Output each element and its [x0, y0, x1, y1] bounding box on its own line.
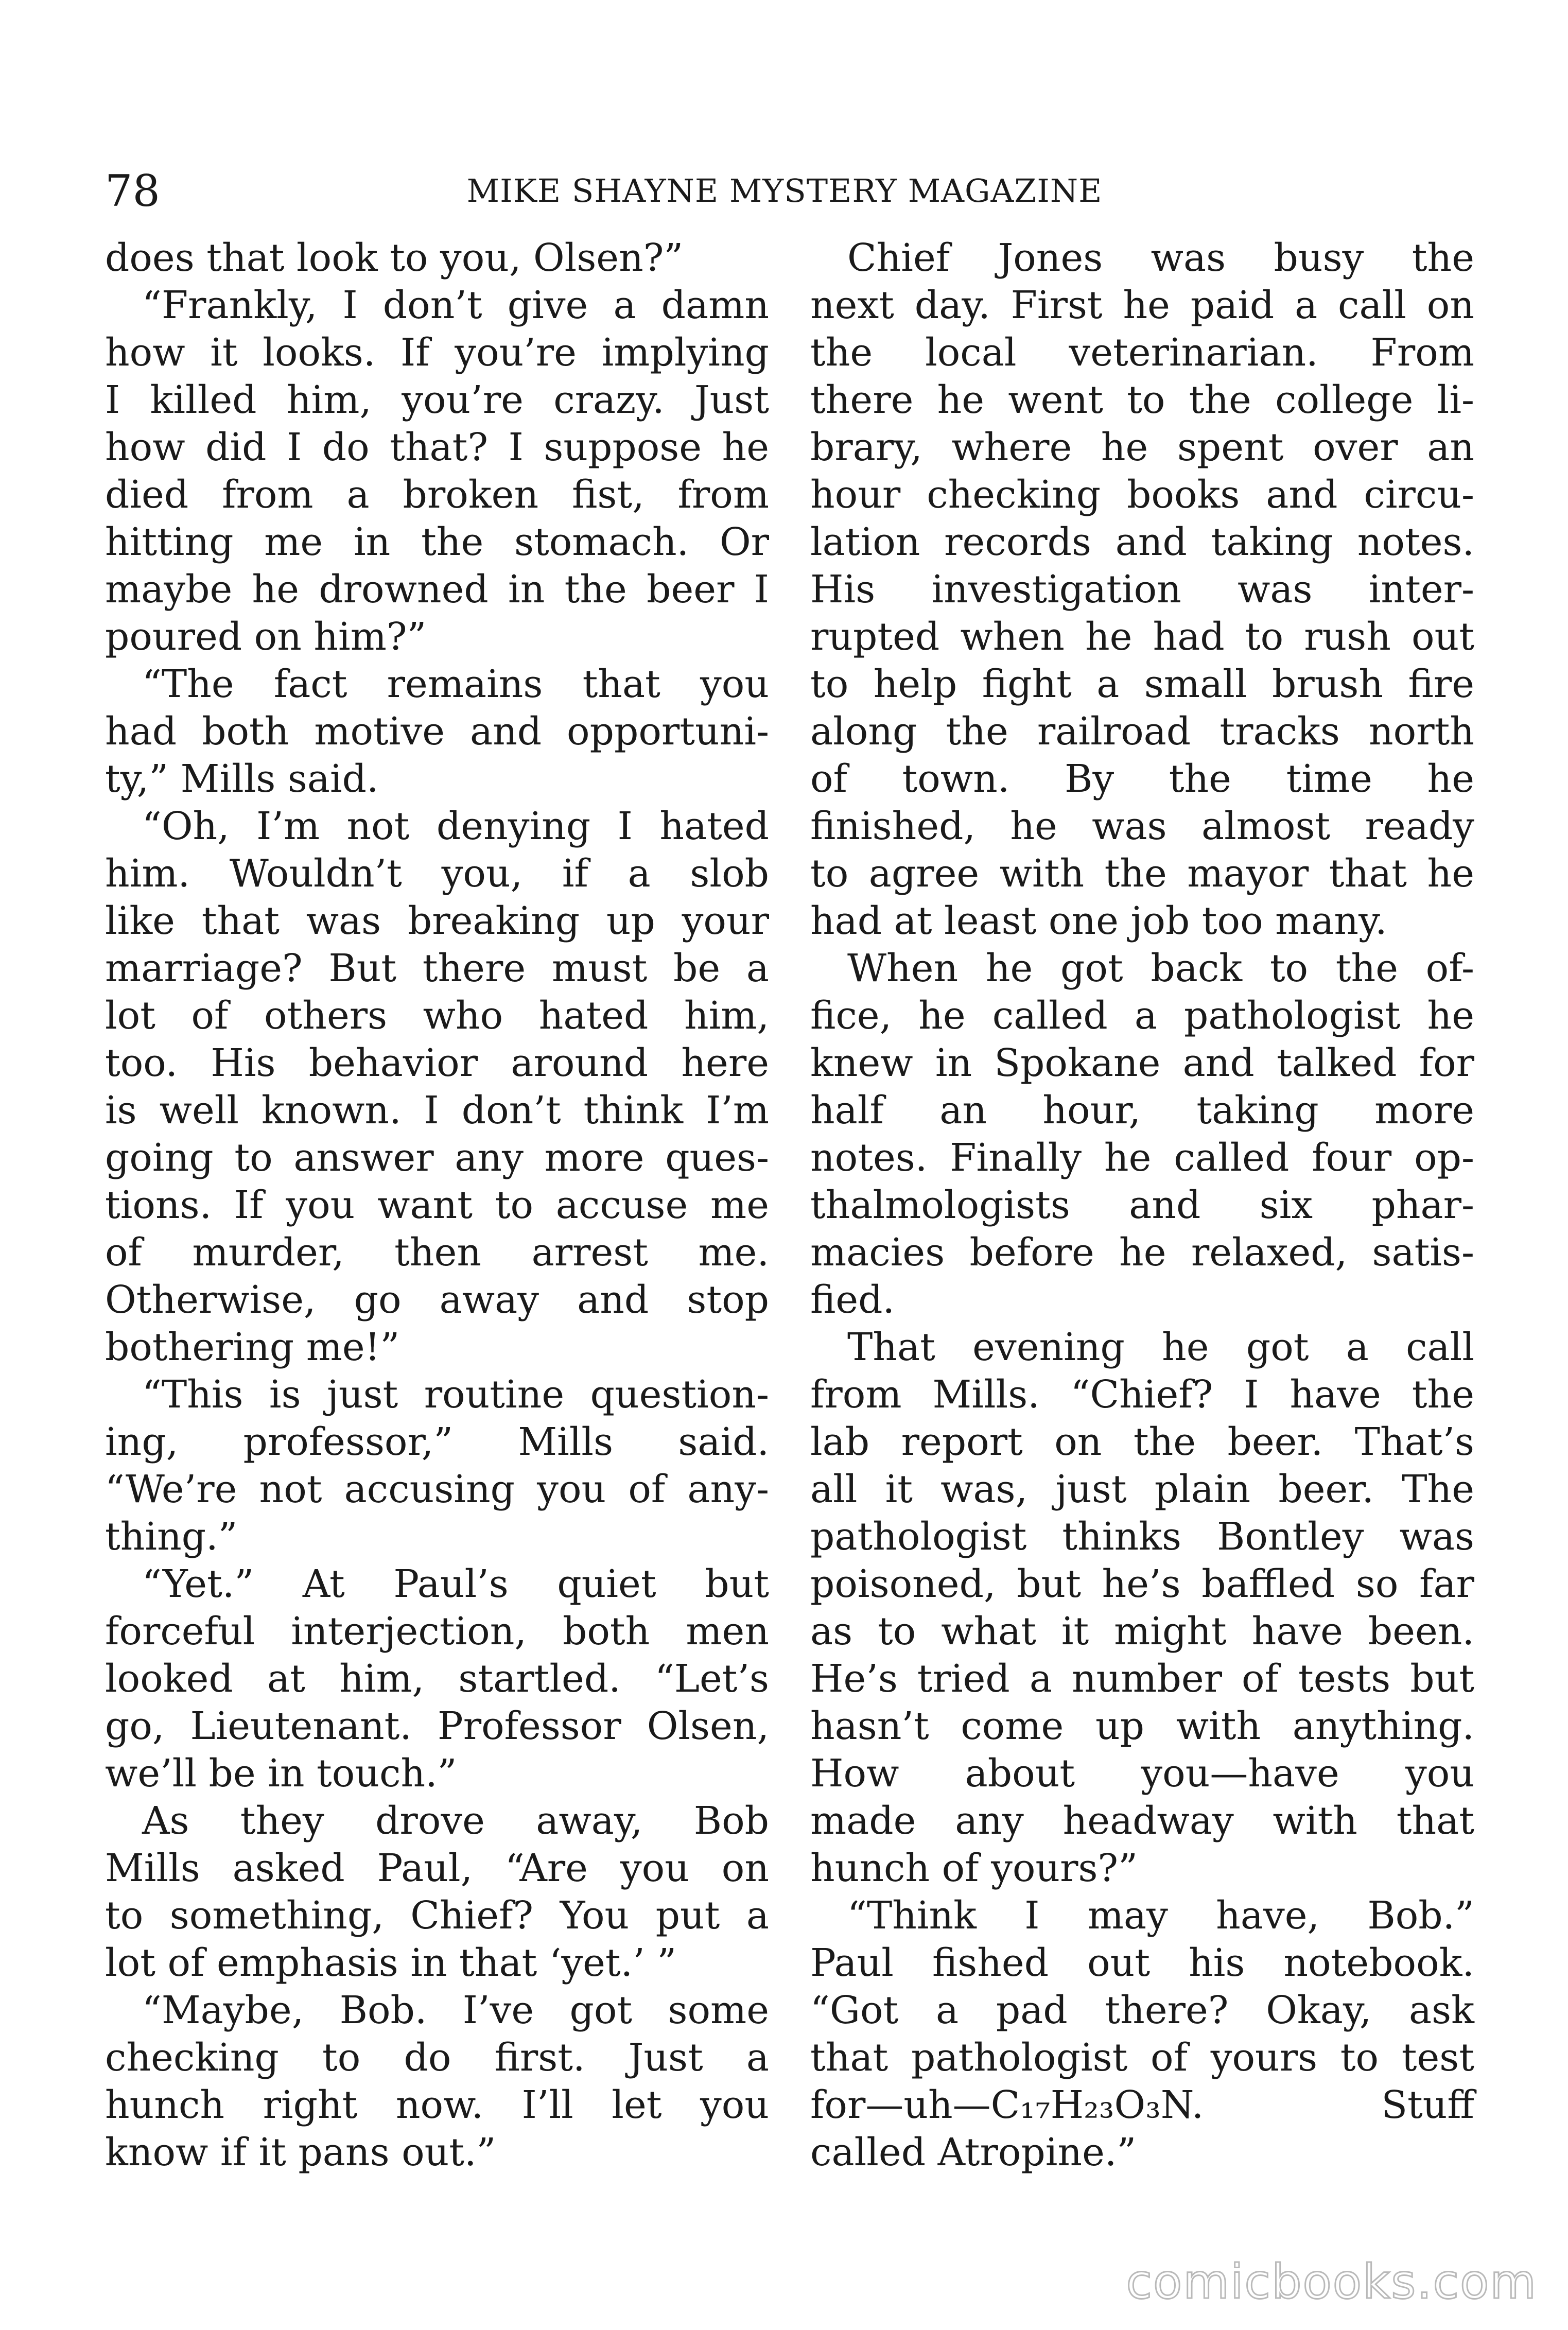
text-line: “The fact remains that you	[142, 662, 769, 706]
text-line: checking to do first. Just a	[105, 2036, 769, 2080]
text-line: from Mills. “Chief? I have the	[810, 1372, 1474, 1417]
page-header	[105, 163, 1464, 219]
text-line: for—uh—C₁₇H₂₃O₃N. Stuff	[810, 2083, 1474, 2127]
right-column	[810, 234, 1474, 2176]
text-line: that pathologist of yours to test	[810, 2036, 1474, 2080]
text-line: as to what it might have been.	[810, 1609, 1474, 1654]
text-line: is well known. I don’t think I’m	[105, 1088, 769, 1133]
text-line: going to answer any more ques-	[105, 1136, 769, 1180]
text-line: brary, where he spent over an	[810, 425, 1474, 470]
text-line: “Think I may have, Bob.”	[847, 1893, 1474, 1938]
text-line: hunch of yours?”	[810, 1846, 1138, 1890]
text-line: called Atropine.”	[810, 2130, 1137, 2175]
text-line: maybe he drowned in the beer I	[105, 567, 769, 612]
text-line: like that was breaking up your	[105, 899, 769, 943]
text-line: tions. If you want to accuse me	[105, 1183, 769, 1227]
text-line: pathologist thinks Bontley was	[810, 1515, 1474, 1559]
text-line: Paul fished out his notebook.	[810, 1941, 1474, 1985]
text-line: does that look to you, Olsen?”	[105, 236, 684, 280]
text-line: made any headway with that	[810, 1799, 1474, 1843]
text-line: knew in Spokane and talked for	[810, 1041, 1474, 1085]
text-line: I killed him, you’re crazy. Just	[105, 378, 769, 422]
text-line: of town. By the time he	[810, 757, 1474, 801]
text-line: His investigation was inter-	[810, 567, 1474, 612]
text-line: hunch right now. I’ll let you	[105, 2083, 769, 2127]
text-line: of murder, then arrest me.	[105, 1230, 769, 1275]
text-line: thing.”	[105, 1515, 238, 1559]
text-line: marriage? But there must be a	[105, 946, 769, 990]
text-line: him. Wouldn’t you, if a slob	[105, 851, 769, 896]
text-line: lab report on the beer. That’s	[810, 1420, 1474, 1464]
text-line: fied.	[810, 1278, 895, 1322]
watermark: comicbooks.com	[1126, 2254, 1537, 2309]
text-line: hitting me in the stomach. Or	[105, 520, 769, 564]
text-line: “Oh, I’m not denying I hated	[142, 804, 769, 848]
text-line: to help fight a small brush fire	[810, 662, 1474, 706]
text-line: how it looks. If you’re implying	[105, 331, 769, 375]
text-line: to agree with the mayor that he	[810, 851, 1474, 896]
text-line: That evening he got a call	[847, 1325, 1474, 1369]
text-line: half an hour, taking more	[810, 1088, 1474, 1133]
text-line: forceful interjection, both men	[105, 1609, 769, 1654]
text-line: notes. Finally he called four op-	[810, 1136, 1474, 1180]
text-line: we’ll be in touch.”	[105, 1751, 457, 1796]
text-line: go, Lieutenant. Professor Olsen,	[105, 1704, 769, 1748]
text-line: lot of others who hated him,	[105, 994, 769, 1038]
text-line: bothering me!”	[105, 1325, 400, 1369]
text-line: to something, Chief? You put a	[105, 1893, 769, 1938]
text-line: “Yet.” At Paul’s quiet but	[142, 1562, 769, 1606]
text-line: lation records and taking notes.	[810, 520, 1474, 564]
left-column	[105, 234, 769, 2176]
text-line: “This is just routine question-	[142, 1372, 769, 1417]
text-line: had at least one job too many.	[810, 899, 1387, 943]
text-line: “We’re not accusing you of any-	[105, 1467, 769, 1511]
text-line: poisoned, but he’s baffled so far	[810, 1562, 1474, 1606]
text-line: Otherwise, go away and stop	[105, 1278, 769, 1322]
text-line: He’s tried a number of tests but	[810, 1657, 1474, 1701]
text-line: finished, he was almost ready	[810, 804, 1474, 848]
text-line: hour checking books and circu-	[810, 473, 1474, 517]
text-line: rupted when he had to rush out	[810, 615, 1474, 659]
text-line: there he went to the college li-	[810, 378, 1474, 422]
text-line: thalmologists and six phar-	[810, 1183, 1474, 1227]
text-line: “Got a pad there? Okay, ask	[810, 1988, 1474, 2032]
text-line: had both motive and opportuni-	[105, 709, 769, 754]
running-head: MIKE SHAYNE MYSTERY MAGAZINE	[466, 172, 1103, 210]
text-line: looked at him, startled. “Let’s	[105, 1657, 769, 1701]
text-line: Chief Jones was busy the	[847, 236, 1474, 280]
text-line: ing, professor,” Mills said.	[105, 1420, 769, 1464]
text-line: Mills asked Paul, “Are you on	[105, 1846, 769, 1890]
page-number: 78	[105, 166, 160, 216]
text-line: ty,” Mills said.	[105, 757, 379, 801]
text-line: how did I do that? I suppose he	[105, 425, 769, 470]
text-line: all it was, just plain beer. The	[810, 1467, 1474, 1511]
text-line: fice, he called a pathologist he	[810, 994, 1474, 1038]
text-line: know if it pans out.”	[105, 2130, 496, 2175]
text-line: the local veterinarian. From	[810, 331, 1474, 375]
text-line: When he got back to the of-	[847, 946, 1474, 990]
text-line: “Frankly, I don’t give a damn	[142, 283, 769, 327]
text-line: macies before he relaxed, satis-	[810, 1230, 1474, 1275]
text-line: “Maybe, Bob. I’ve got some	[142, 1988, 769, 2032]
text-line: too. His behavior around here	[105, 1041, 769, 1085]
text-line: died from a broken fist, from	[105, 473, 769, 517]
text-line: lot of emphasis in that ‘yet.’ ”	[105, 1941, 677, 1985]
text-line: hasn’t come up with anything.	[810, 1704, 1474, 1748]
text-line: poured on him?”	[105, 615, 427, 659]
text-line: How about you—have you	[810, 1751, 1474, 1796]
text-line: As they drove away, Bob	[142, 1799, 769, 1843]
text-line: next day. First he paid a call on	[810, 283, 1474, 327]
text-line: along the railroad tracks north	[810, 709, 1474, 754]
